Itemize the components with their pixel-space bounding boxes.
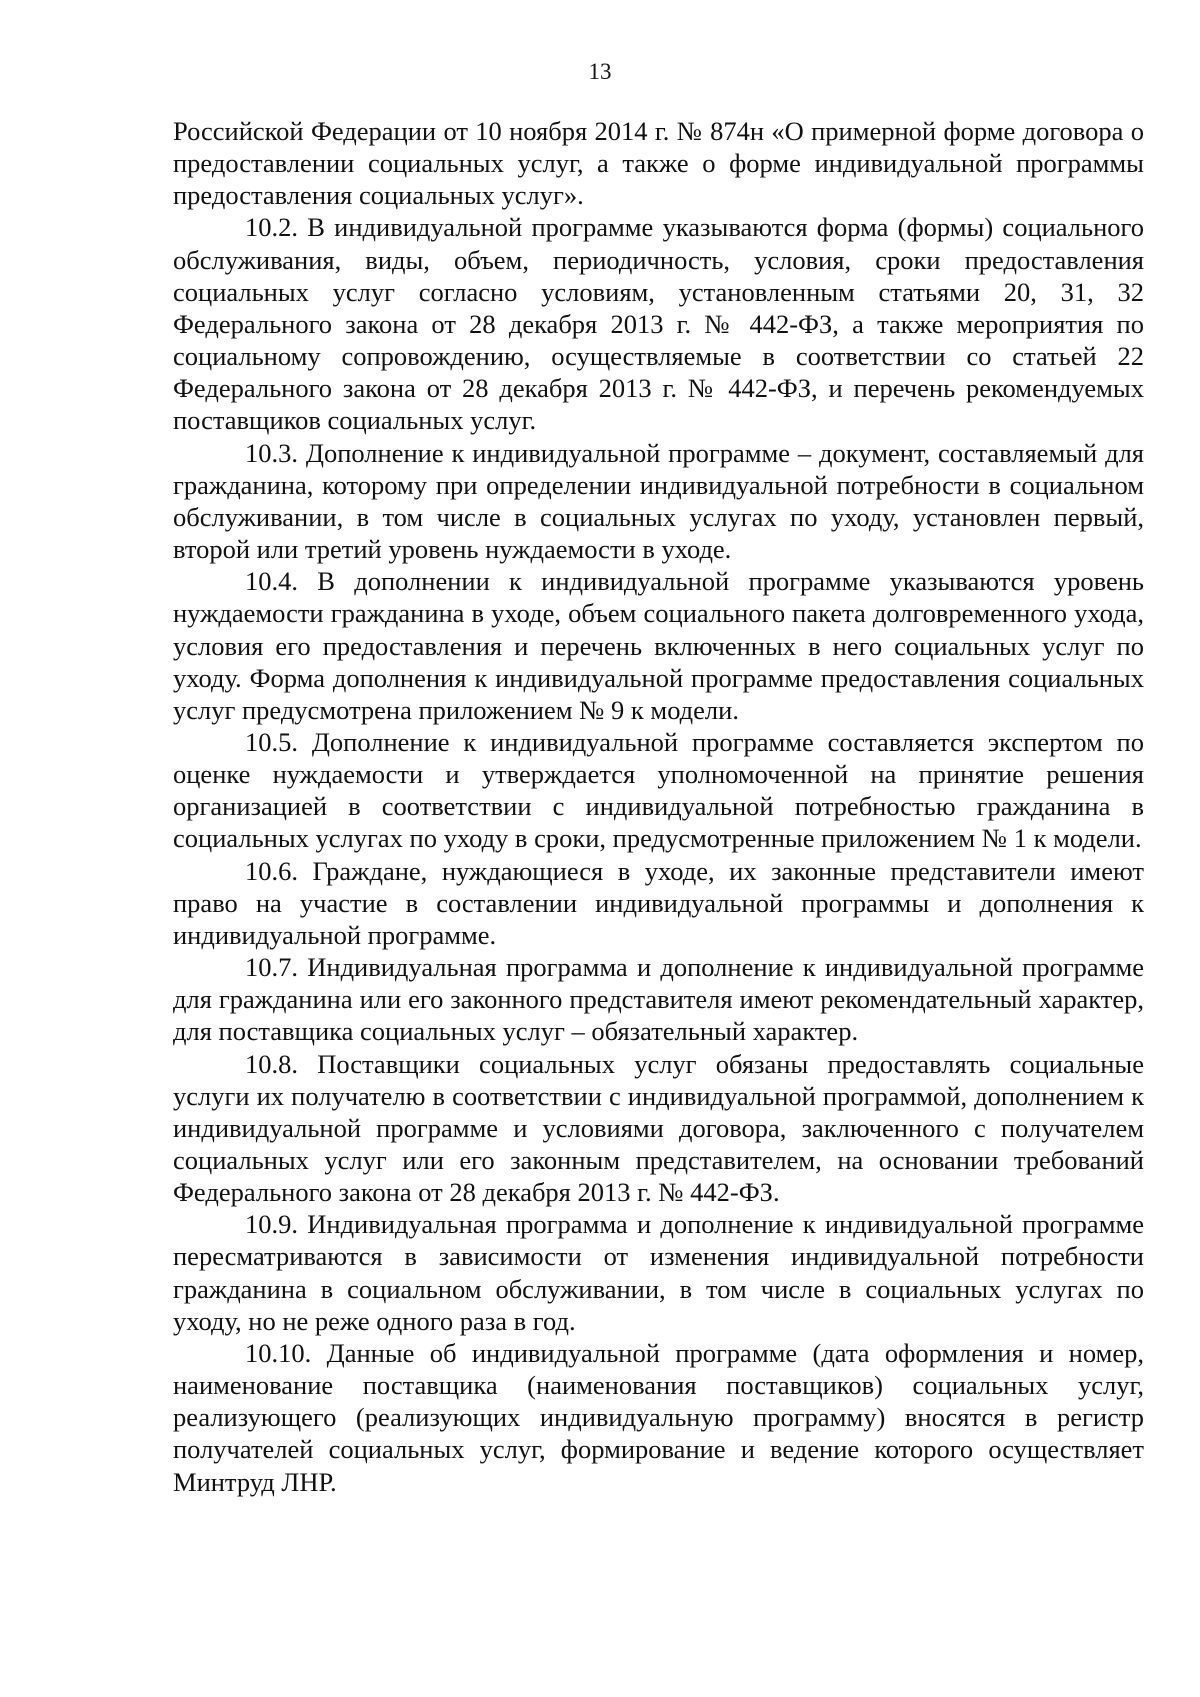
paragraph-10-9: 10.9. Индивидуальная программа и дополнение к индивидуальной программе пересматриваются в зависимости от изменения индивидуальной потребности гражданина в социальном обслуживании, в том числе в социальных услугах по уходу, но не реже одного раза в год.: [173, 1209, 1144, 1336]
paragraph-10-7: 10.7. Индивидуальная программа и дополнение к индивидуальной программе для гражданина или его законного представителя имеют рекомендательный характер, для поставщика социальных услуг – обязательный характер.: [173, 952, 1144, 1047]
paragraph-10-10: 10.10. Данные об индивидуальной программе (дата оформления и номер, наименование поставщика (наименования поставщиков) социальных услуг, реализующего (реализующих индивидуальную программу) вносятся в регистр получателей социальных услуг, формирование и ведение которого осуществляет Минтруд ЛНР.: [173, 1337, 1144, 1497]
paragraph-10-2: 10.2. В индивидуальной программе указываются форма (формы) социального обслуживания, виды, объем, периодичность, условия, сроки предоставления социальных услуг согласно условиям, установленным статьями 20, 31, 32 Федерального закона от 28 декабря 2013 г. № 442-ФЗ, а также мероприятия по социальному сопровождению, осуществляемые в соответствии со статьей 22 Федерального закона от 28 декабря 2013 г. № 442-ФЗ, и перечень рекомендуемых поставщиков социальных услуг.: [173, 212, 1144, 436]
paragraph-10-5: 10.5. Дополнение к индивидуальной программе составляется экспертом по оценке нуждаемости и утверждается уполномоченной на принятие решения организацией в соответствии с индивидуальной потребностью гражданина в социальных услугах по уходу в сроки, предусмотренные приложением № 1 к модели.: [173, 726, 1144, 854]
paragraph-10-6: 10.6. Граждане, нуждающиеся в уходе, их законные представители имеют право на участие в составлении индивидуальной программы и дополнения к индивидуальной программе.: [173, 855, 1144, 950]
paragraph-10-8: 10.8. Поставщики социальных услуг обязаны предоставлять социальные услуги их получателю в соответствии с индивидуальной программой, дополнением к индивидуальной программе и условиями договора, заключенного с получателем социальных услуг или его законным представителем, на основании требований Федерального закона от 28 декабря 2013 г. № 442-ФЗ.: [173, 1048, 1144, 1208]
document-body: [173, 115, 1144, 1498]
paragraph-10-4: 10.4. В дополнении к индивидуальной программе указываются уровень нуждаемости гражданина в уходе, объем социального пакета долговременного ухода, условия его предоставления и перечень включенных в него социальных услуг по уходу. Форма дополнения к индивидуальной программе предоставления социальных услуг предусмотрена приложением № 9 к модели.: [173, 566, 1144, 725]
paragraph-10-1-continuation: Российской Федерации от 10 ноября 2014 г. № 874н «О примерной форме договора о предоставлении социальных услуг, а также о форме индивидуальной программы предоставления социальных услуг».: [173, 116, 1144, 211]
paragraph-10-3: 10.3. Дополнение к индивидуальной программе – документ, составляемый для гражданина, которому при определении индивидуальной потребности в социальном обслуживании, в том числе в социальных услугах по уходу, установлен первый, второй или третий уровень нуждаемости в уходе.: [173, 437, 1144, 565]
page-number: 13: [588, 59, 612, 84]
